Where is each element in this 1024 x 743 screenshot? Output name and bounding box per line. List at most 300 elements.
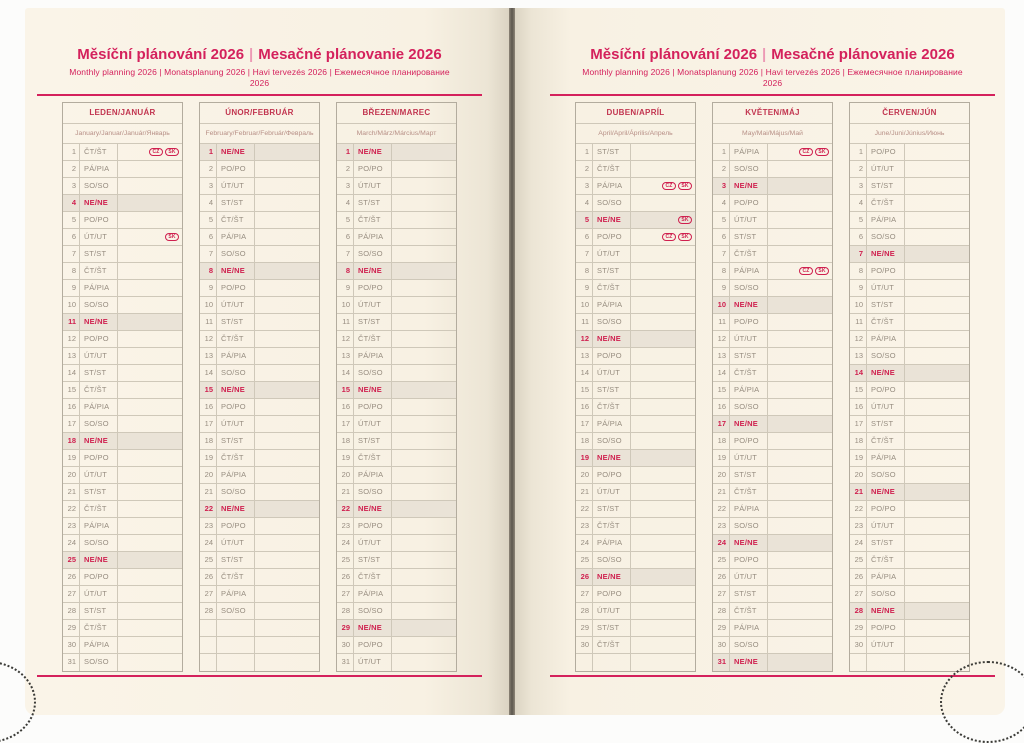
day-row bbox=[713, 161, 832, 178]
day-number: 15 bbox=[850, 382, 867, 398]
day-abbr: PO/PO bbox=[354, 637, 392, 653]
day-abbr: NE/NE bbox=[80, 552, 118, 568]
notes-cell bbox=[905, 484, 969, 500]
day-row bbox=[713, 314, 832, 331]
book-spine bbox=[509, 8, 515, 715]
day-number: 24 bbox=[63, 535, 80, 551]
notes-cell bbox=[768, 654, 832, 671]
day-number: 21 bbox=[337, 484, 354, 500]
day-abbr: PO/PO bbox=[593, 467, 631, 483]
day-row bbox=[337, 603, 456, 620]
day-abbr: ÚT/UT bbox=[593, 365, 631, 381]
day-row bbox=[337, 433, 456, 450]
day-abbr: PÁ/PIA bbox=[867, 450, 905, 466]
holiday-badge-sk: SK bbox=[815, 267, 829, 275]
day-row bbox=[576, 518, 695, 535]
day-number: 7 bbox=[576, 246, 593, 262]
day-row bbox=[200, 195, 319, 212]
day-row bbox=[337, 161, 456, 178]
notes-cell bbox=[631, 620, 695, 636]
day-abbr: NE/NE bbox=[593, 331, 631, 347]
notes-cell bbox=[392, 348, 456, 364]
day-abbr: ÚT/UT bbox=[354, 416, 392, 432]
notes-cell bbox=[255, 501, 319, 517]
notes-cell bbox=[905, 178, 969, 194]
notes-cell bbox=[392, 535, 456, 551]
notes-cell bbox=[768, 603, 832, 619]
day-number: 4 bbox=[63, 195, 80, 211]
day-abbr: SO/SO bbox=[354, 365, 392, 381]
notes-cell bbox=[255, 246, 319, 262]
day-row bbox=[63, 569, 182, 586]
day-abbr: ČT/ŠT bbox=[730, 484, 768, 500]
day-number: 6 bbox=[713, 229, 730, 245]
day-abbr: PÁ/PIA bbox=[354, 586, 392, 602]
title-separator: | bbox=[762, 46, 767, 63]
notes-cell bbox=[118, 399, 182, 415]
day-row bbox=[850, 484, 969, 501]
day-number: 28 bbox=[63, 603, 80, 619]
day-number: 19 bbox=[63, 450, 80, 466]
holiday-badge-cz: CZ bbox=[799, 267, 813, 275]
day-number: 30 bbox=[713, 637, 730, 653]
day-row bbox=[337, 399, 456, 416]
day-number: 3 bbox=[850, 178, 867, 194]
day-abbr: SO/SO bbox=[80, 654, 118, 671]
day-abbr: PO/PO bbox=[730, 314, 768, 330]
day-abbr: PO/PO bbox=[217, 280, 255, 296]
day-abbr: PÁ/PIA bbox=[593, 178, 631, 194]
day-abbr: ČT/ŠT bbox=[217, 331, 255, 347]
day-abbr: PÁ/PIA bbox=[593, 297, 631, 313]
day-number: 9 bbox=[63, 280, 80, 296]
day-abbr: NE/NE bbox=[217, 501, 255, 517]
day-abbr: ÚT/UT bbox=[867, 280, 905, 296]
holiday-badge-sk: SK bbox=[165, 148, 179, 156]
day-row bbox=[850, 382, 969, 399]
notes-cell bbox=[631, 569, 695, 585]
notes-cell bbox=[392, 144, 456, 160]
notes-cell bbox=[905, 144, 969, 160]
day-row bbox=[63, 620, 182, 637]
notes-cell bbox=[118, 280, 182, 296]
notes-cell bbox=[392, 518, 456, 534]
notes-cell bbox=[118, 161, 182, 177]
day-number: 9 bbox=[850, 280, 867, 296]
day-row bbox=[576, 280, 695, 297]
day-number: 10 bbox=[850, 297, 867, 313]
day-number: 28 bbox=[713, 603, 730, 619]
day-abbr: PÁ/PIA bbox=[80, 399, 118, 415]
notes-cell bbox=[392, 416, 456, 432]
day-abbr: PÁ/PIA bbox=[730, 501, 768, 517]
day-number: 27 bbox=[337, 586, 354, 602]
notes-cell bbox=[255, 365, 319, 381]
day-number: 9 bbox=[576, 280, 593, 296]
month-title: LEDEN/JANUÁR bbox=[63, 103, 182, 124]
notes-cell bbox=[631, 518, 695, 534]
day-abbr: PÁ/PIA bbox=[80, 161, 118, 177]
notes-cell bbox=[905, 586, 969, 602]
day-row bbox=[200, 229, 319, 246]
day-abbr: ST/ST bbox=[80, 603, 118, 619]
day-number: 28 bbox=[576, 603, 593, 619]
day-abbr: ST/ST bbox=[354, 552, 392, 568]
month-tables-row bbox=[575, 102, 970, 672]
day-number: 24 bbox=[850, 535, 867, 551]
day-number: 19 bbox=[200, 450, 217, 466]
notes-cell bbox=[118, 246, 182, 262]
notes-cell bbox=[118, 144, 182, 160]
notes-cell bbox=[768, 586, 832, 602]
notes-cell bbox=[392, 501, 456, 517]
notes-cell bbox=[768, 212, 832, 228]
holiday-badge-sk: SK bbox=[815, 148, 829, 156]
day-abbr: NE/NE bbox=[80, 314, 118, 330]
notes-cell bbox=[118, 586, 182, 602]
day-row bbox=[337, 586, 456, 603]
day-row bbox=[713, 552, 832, 569]
notes-cell bbox=[768, 637, 832, 653]
day-number: 6 bbox=[63, 229, 80, 245]
day-abbr bbox=[217, 654, 255, 671]
day-abbr: NE/NE bbox=[730, 416, 768, 432]
day-abbr: PO/PO bbox=[867, 382, 905, 398]
day-row bbox=[850, 467, 969, 484]
month-table-april bbox=[575, 102, 696, 672]
day-number bbox=[576, 654, 593, 671]
day-row bbox=[850, 263, 969, 280]
notes-cell bbox=[392, 569, 456, 585]
day-number: 8 bbox=[850, 263, 867, 279]
day-abbr: ÚT/UT bbox=[354, 654, 392, 671]
day-row bbox=[200, 518, 319, 535]
notes-cell bbox=[768, 467, 832, 483]
notes-cell bbox=[118, 348, 182, 364]
notes-cell bbox=[255, 620, 319, 636]
notes-cell bbox=[905, 382, 969, 398]
day-number: 19 bbox=[576, 450, 593, 466]
day-row bbox=[337, 365, 456, 382]
notes-cell bbox=[631, 144, 695, 160]
notes-cell bbox=[392, 382, 456, 398]
day-row bbox=[850, 314, 969, 331]
notes-cell bbox=[631, 399, 695, 415]
day-abbr bbox=[217, 620, 255, 636]
notes-cell bbox=[631, 212, 695, 228]
notes-cell bbox=[255, 586, 319, 602]
day-row bbox=[337, 654, 456, 671]
day-row bbox=[200, 484, 319, 501]
day-abbr: NE/NE bbox=[217, 144, 255, 160]
day-number: 20 bbox=[576, 467, 593, 483]
day-row bbox=[63, 314, 182, 331]
month-table-march bbox=[336, 102, 457, 672]
day-row bbox=[337, 195, 456, 212]
notes-cell bbox=[118, 467, 182, 483]
day-row bbox=[576, 535, 695, 552]
notes-cell bbox=[905, 535, 969, 551]
day-abbr: ST/ST bbox=[217, 552, 255, 568]
day-number: 30 bbox=[576, 637, 593, 653]
notes-cell bbox=[905, 603, 969, 619]
day-abbr: PÁ/PIA bbox=[730, 263, 768, 279]
day-abbr: ST/ST bbox=[593, 620, 631, 636]
day-abbr: SO/SO bbox=[730, 399, 768, 415]
notes-cell bbox=[905, 450, 969, 466]
day-row bbox=[337, 450, 456, 467]
day-abbr: ČT/ŠT bbox=[867, 195, 905, 211]
day-row bbox=[713, 484, 832, 501]
day-row bbox=[337, 552, 456, 569]
month-rows bbox=[713, 144, 832, 671]
day-row bbox=[576, 467, 695, 484]
notes-cell bbox=[255, 450, 319, 466]
day-abbr: ČT/ŠT bbox=[217, 450, 255, 466]
day-row bbox=[713, 195, 832, 212]
notes-cell bbox=[631, 178, 695, 194]
month-rows bbox=[576, 144, 695, 671]
day-number: 3 bbox=[337, 178, 354, 194]
day-abbr: SO/SO bbox=[354, 246, 392, 262]
holiday-badge-cz: CZ bbox=[149, 148, 163, 156]
day-number: 14 bbox=[337, 365, 354, 381]
day-abbr: ÚT/UT bbox=[80, 229, 118, 245]
day-abbr: ÚT/UT bbox=[217, 535, 255, 551]
day-number: 22 bbox=[337, 501, 354, 517]
notes-cell bbox=[768, 569, 832, 585]
day-number: 7 bbox=[850, 246, 867, 262]
month-subtitle: May/Mai/Május/Май bbox=[713, 124, 832, 144]
day-row bbox=[63, 450, 182, 467]
day-number: 11 bbox=[713, 314, 730, 330]
day-number: 17 bbox=[200, 416, 217, 432]
day-abbr: SO/SO bbox=[730, 518, 768, 534]
day-number bbox=[200, 620, 217, 636]
day-abbr: ČT/ŠT bbox=[867, 314, 905, 330]
notes-cell bbox=[905, 297, 969, 313]
notes-cell bbox=[392, 263, 456, 279]
day-abbr: PO/PO bbox=[354, 161, 392, 177]
day-number: 17 bbox=[337, 416, 354, 432]
notes-cell bbox=[118, 212, 182, 228]
notes-cell bbox=[255, 178, 319, 194]
day-abbr: NE/NE bbox=[867, 603, 905, 619]
day-number: 29 bbox=[576, 620, 593, 636]
notes-cell bbox=[255, 314, 319, 330]
notes-cell bbox=[768, 314, 832, 330]
day-abbr: SO/SO bbox=[80, 178, 118, 194]
day-number: 23 bbox=[713, 518, 730, 534]
day-abbr: ST/ST bbox=[867, 178, 905, 194]
day-row bbox=[63, 416, 182, 433]
notes-cell bbox=[392, 212, 456, 228]
day-number: 5 bbox=[337, 212, 354, 228]
page-title bbox=[575, 46, 970, 64]
holiday-badge-cz: CZ bbox=[799, 148, 813, 156]
day-number: 29 bbox=[337, 620, 354, 636]
day-number: 10 bbox=[337, 297, 354, 313]
notes-cell bbox=[118, 535, 182, 551]
day-row bbox=[850, 450, 969, 467]
day-number: 6 bbox=[576, 229, 593, 245]
day-row bbox=[713, 144, 832, 161]
day-abbr: PÁ/PIA bbox=[354, 348, 392, 364]
day-abbr: PÁ/PIA bbox=[354, 229, 392, 245]
holiday-badge-sk: SK bbox=[165, 233, 179, 241]
day-row bbox=[200, 246, 319, 263]
day-number: 27 bbox=[713, 586, 730, 602]
notes-cell bbox=[392, 399, 456, 415]
day-row bbox=[576, 416, 695, 433]
day-abbr: SO/SO bbox=[593, 314, 631, 330]
notes-cell bbox=[392, 484, 456, 500]
day-abbr: ČT/ŠT bbox=[217, 569, 255, 585]
notes-cell bbox=[631, 501, 695, 517]
day-number: 1 bbox=[713, 144, 730, 160]
page-heading bbox=[575, 8, 970, 96]
notes-cell bbox=[768, 620, 832, 636]
day-number: 9 bbox=[337, 280, 354, 296]
day-row bbox=[713, 569, 832, 586]
day-row bbox=[713, 637, 832, 654]
day-number: 16 bbox=[576, 399, 593, 415]
day-abbr: SO/SO bbox=[217, 484, 255, 500]
day-abbr: ST/ST bbox=[730, 467, 768, 483]
day-number: 20 bbox=[713, 467, 730, 483]
day-number: 16 bbox=[850, 399, 867, 415]
day-number: 11 bbox=[850, 314, 867, 330]
day-number: 4 bbox=[200, 195, 217, 211]
page-heading bbox=[62, 8, 457, 96]
day-row bbox=[576, 637, 695, 654]
day-row bbox=[337, 263, 456, 280]
day-number: 1 bbox=[200, 144, 217, 160]
day-abbr: PÁ/PIA bbox=[80, 518, 118, 534]
day-abbr: ST/ST bbox=[867, 416, 905, 432]
notes-cell bbox=[392, 620, 456, 636]
day-number: 1 bbox=[63, 144, 80, 160]
day-abbr: SO/SO bbox=[593, 433, 631, 449]
day-abbr: PO/PO bbox=[80, 212, 118, 228]
notes-cell bbox=[905, 637, 969, 653]
day-abbr: PO/PO bbox=[217, 161, 255, 177]
notes-cell bbox=[392, 467, 456, 483]
notes-cell bbox=[255, 144, 319, 160]
day-number: 2 bbox=[200, 161, 217, 177]
day-number: 17 bbox=[63, 416, 80, 432]
day-number: 22 bbox=[576, 501, 593, 517]
day-number: 21 bbox=[713, 484, 730, 500]
day-row bbox=[576, 348, 695, 365]
day-number: 18 bbox=[850, 433, 867, 449]
page-title-cs: Měsíční plánování 2026 bbox=[590, 46, 758, 63]
day-abbr: PÁ/PIA bbox=[217, 229, 255, 245]
day-abbr: ČT/ŠT bbox=[867, 433, 905, 449]
day-abbr: PO/PO bbox=[730, 195, 768, 211]
day-abbr: PO/PO bbox=[867, 263, 905, 279]
day-abbr: SO/SO bbox=[730, 637, 768, 653]
notes-cell bbox=[255, 263, 319, 279]
day-abbr: ČT/ŠT bbox=[80, 263, 118, 279]
day-number: 31 bbox=[713, 654, 730, 671]
notes-cell bbox=[631, 331, 695, 347]
footer-divider bbox=[550, 675, 995, 677]
day-abbr: PO/PO bbox=[217, 399, 255, 415]
day-abbr: ÚT/UT bbox=[867, 637, 905, 653]
notes-cell bbox=[392, 161, 456, 177]
month-table-may bbox=[712, 102, 833, 672]
notes-cell bbox=[118, 433, 182, 449]
day-abbr: NE/NE bbox=[354, 620, 392, 636]
day-row bbox=[576, 450, 695, 467]
day-abbr: SO/SO bbox=[217, 603, 255, 619]
day-abbr: PO/PO bbox=[730, 552, 768, 568]
month-rows bbox=[200, 144, 319, 671]
day-row bbox=[850, 603, 969, 620]
day-row bbox=[713, 450, 832, 467]
day-number: 12 bbox=[63, 331, 80, 347]
day-row bbox=[200, 212, 319, 229]
day-number: 8 bbox=[576, 263, 593, 279]
day-abbr: ČT/ŠT bbox=[730, 246, 768, 262]
notes-cell bbox=[768, 433, 832, 449]
day-abbr: PO/PO bbox=[354, 518, 392, 534]
notes-cell bbox=[255, 433, 319, 449]
notes-cell bbox=[768, 450, 832, 466]
notes-cell bbox=[905, 314, 969, 330]
day-number: 26 bbox=[200, 569, 217, 585]
day-abbr: ST/ST bbox=[730, 229, 768, 245]
day-abbr: ST/ST bbox=[217, 195, 255, 211]
notes-cell bbox=[768, 484, 832, 500]
notes-cell bbox=[768, 382, 832, 398]
day-number: 15 bbox=[337, 382, 354, 398]
stitch-arc-right bbox=[940, 661, 1024, 743]
notes-cell bbox=[768, 365, 832, 381]
holiday-badge-sk: SK bbox=[678, 182, 692, 190]
day-number: 6 bbox=[200, 229, 217, 245]
notes-cell bbox=[118, 416, 182, 432]
day-number bbox=[200, 654, 217, 671]
notes-cell bbox=[631, 467, 695, 483]
day-row bbox=[200, 433, 319, 450]
notes-cell bbox=[631, 195, 695, 211]
day-abbr: ÚT/UT bbox=[217, 297, 255, 313]
day-row bbox=[576, 603, 695, 620]
day-number: 20 bbox=[337, 467, 354, 483]
day-row bbox=[713, 501, 832, 518]
day-number: 15 bbox=[713, 382, 730, 398]
day-row bbox=[850, 144, 969, 161]
day-number: 29 bbox=[850, 620, 867, 636]
notes-cell bbox=[631, 246, 695, 262]
day-abbr: PÁ/PIA bbox=[217, 467, 255, 483]
day-number: 3 bbox=[63, 178, 80, 194]
notes-cell bbox=[392, 552, 456, 568]
notes-cell bbox=[255, 280, 319, 296]
day-number: 9 bbox=[200, 280, 217, 296]
day-number: 6 bbox=[337, 229, 354, 245]
day-abbr: NE/NE bbox=[730, 178, 768, 194]
day-number: 26 bbox=[63, 569, 80, 585]
notes-cell bbox=[392, 603, 456, 619]
day-row bbox=[337, 518, 456, 535]
day-abbr: NE/NE bbox=[80, 433, 118, 449]
day-row bbox=[713, 348, 832, 365]
day-row bbox=[63, 195, 182, 212]
day-number: 19 bbox=[713, 450, 730, 466]
